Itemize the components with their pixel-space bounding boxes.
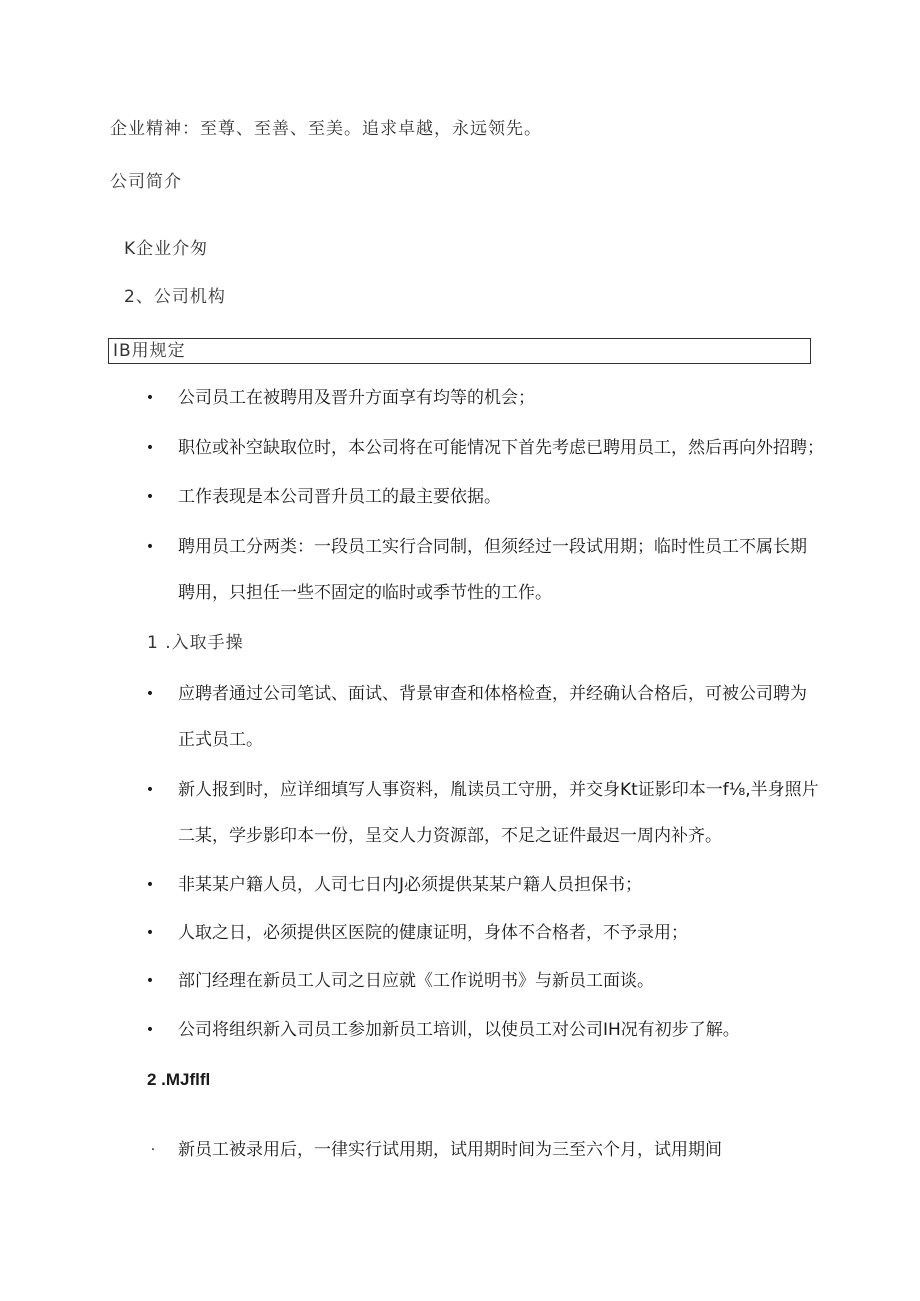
bullet-icon: • [145, 539, 155, 555]
list-item: 职位或补空缺取位时，本公司将在可能情况下首先考虑已聘用员工，然后再向外招聘； [178, 438, 824, 458]
list-item: 人取之日，必须提供区医院的健康证明，身体不合格者，不予录用； [178, 923, 688, 943]
intro-heading: 公司简介 [110, 172, 182, 192]
list-item: 新员工被录用后，一律实行试用期，试用期时间为三至六个月，试用期间 [178, 1140, 722, 1160]
list-item: 工作表现是本公司晋升员工的最主要依据。 [178, 487, 501, 507]
list-item: 聘用员工分两类：一段员工实行合同制，但须经过一段试用期；临时性员工不属长期 [178, 537, 807, 557]
list-item: 公司将组织新入司员工参加新员工培训，以使员工对公司IH况有初步了解。 [178, 1020, 740, 1040]
bullet-icon: • [145, 973, 155, 989]
list-item-continuation: 二某，学步影印本一份，呈交人力资源部，不足之证件最迟一周内补齐。 [178, 826, 722, 846]
list-item: 公司员工在被聘用及晋升方面享有均等的机会； [178, 388, 535, 408]
bullet-icon: • [145, 925, 155, 941]
list-item: 应聘者通过公司笔试、面试、背景审查和体格检查，并经确认合格后，可被公司聘为 [178, 684, 807, 704]
company-spirit: 企业精神：至尊、至善、至美。追求卓越，永远领先。 [110, 119, 542, 139]
bullet-icon: • [145, 782, 155, 798]
list-item-continuation: 正式员工。 [178, 730, 263, 750]
section-title-entry: 1 .入取手操 [147, 633, 244, 653]
bullet-icon: • [145, 489, 155, 505]
list-item: 部门经理在新员工人司之日应就《工作说明书》与新员工面谈。 [178, 971, 654, 991]
hiring-rules-heading: IB用规定 [113, 341, 186, 361]
bullet-icon: • [145, 877, 155, 893]
list-item-continuation: 聘用，只担任一些不固定的临时或季节性的工作。 [178, 583, 552, 603]
bullet-icon: • [145, 1022, 155, 1038]
bullet-icon: • [145, 686, 155, 702]
hiring-rules-heading-box [108, 338, 811, 364]
subheading-company-structure: 2、公司机构 [124, 287, 226, 307]
subheading-company-intro: K企业介匆 [124, 239, 209, 259]
section-title-probation: 2 .MJflfl [147, 1070, 211, 1089]
list-item: 新人报到时，应详细填写人事资料，胤读员工守册，并交身Kt证影印本一f⅛,半身照片 [178, 780, 819, 800]
bullet-icon: • [145, 440, 155, 456]
bullet-icon: • [145, 390, 155, 406]
list-item: 非某某户籍人员，人司七日内J必须提供某某户籍人员担保书； [178, 875, 643, 895]
bullet-icon: · [150, 1142, 156, 1158]
